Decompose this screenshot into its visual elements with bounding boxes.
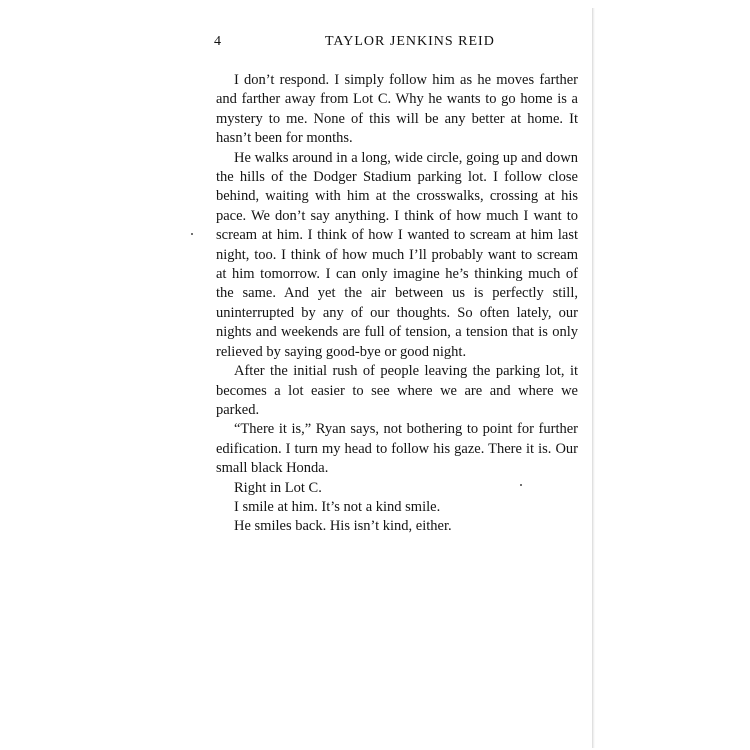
paragraph-1: I don’t respond. I simply follow him as he moves farther and farther away from Lot C. Why he wants to go home is a mystery to me. None of this will be any better at home. It hasn’t been for months. — [216, 72, 578, 147]
page-edge-shadow — [592, 8, 595, 748]
scan-speck — [191, 233, 193, 235]
running-head: TAYLOR JENKINS REID — [325, 34, 495, 49]
paragraph-6: I smile at him. It’s not a kind smile. — [234, 498, 441, 515]
paragraph-7: He smiles back. His isn’t kind, either. — [234, 518, 452, 535]
scan-speck — [520, 484, 522, 486]
paragraph-3: After the initial rush of people leaving the parking lot, it becomes a lot easier to see where we are and where we parked. — [216, 363, 578, 418]
paragraph-5: Right in Lot C. — [234, 479, 322, 496]
body-text — [216, 71, 578, 537]
paragraph-2: He walks around in a long, wide circle, going up and down the hills of the Dodger Stadium parking lot. I follow close behind, waiting with him at the crosswalks, crossing at his pace. We don’t say anything. I think of how much I want to scream at him. I think of how I wanted to scream at him last night, too. I think of how much I’ll probably want to scream at him tomorrow. I can only imagine he’s thinking much of the same. And yet the air between us is perfectly still, uninterrupted by any of our thoughts. So often lately, our nights and weekends are full of tension, a tension that is only relieved by saying good-bye or good night. — [216, 149, 578, 360]
paragraph-4: “There it is,” Ryan says, not bothering to point for further edification. I turn my head to follow his gaze. There it is. Our small black Honda. — [216, 421, 578, 477]
page-number: 4 — [214, 34, 222, 49]
